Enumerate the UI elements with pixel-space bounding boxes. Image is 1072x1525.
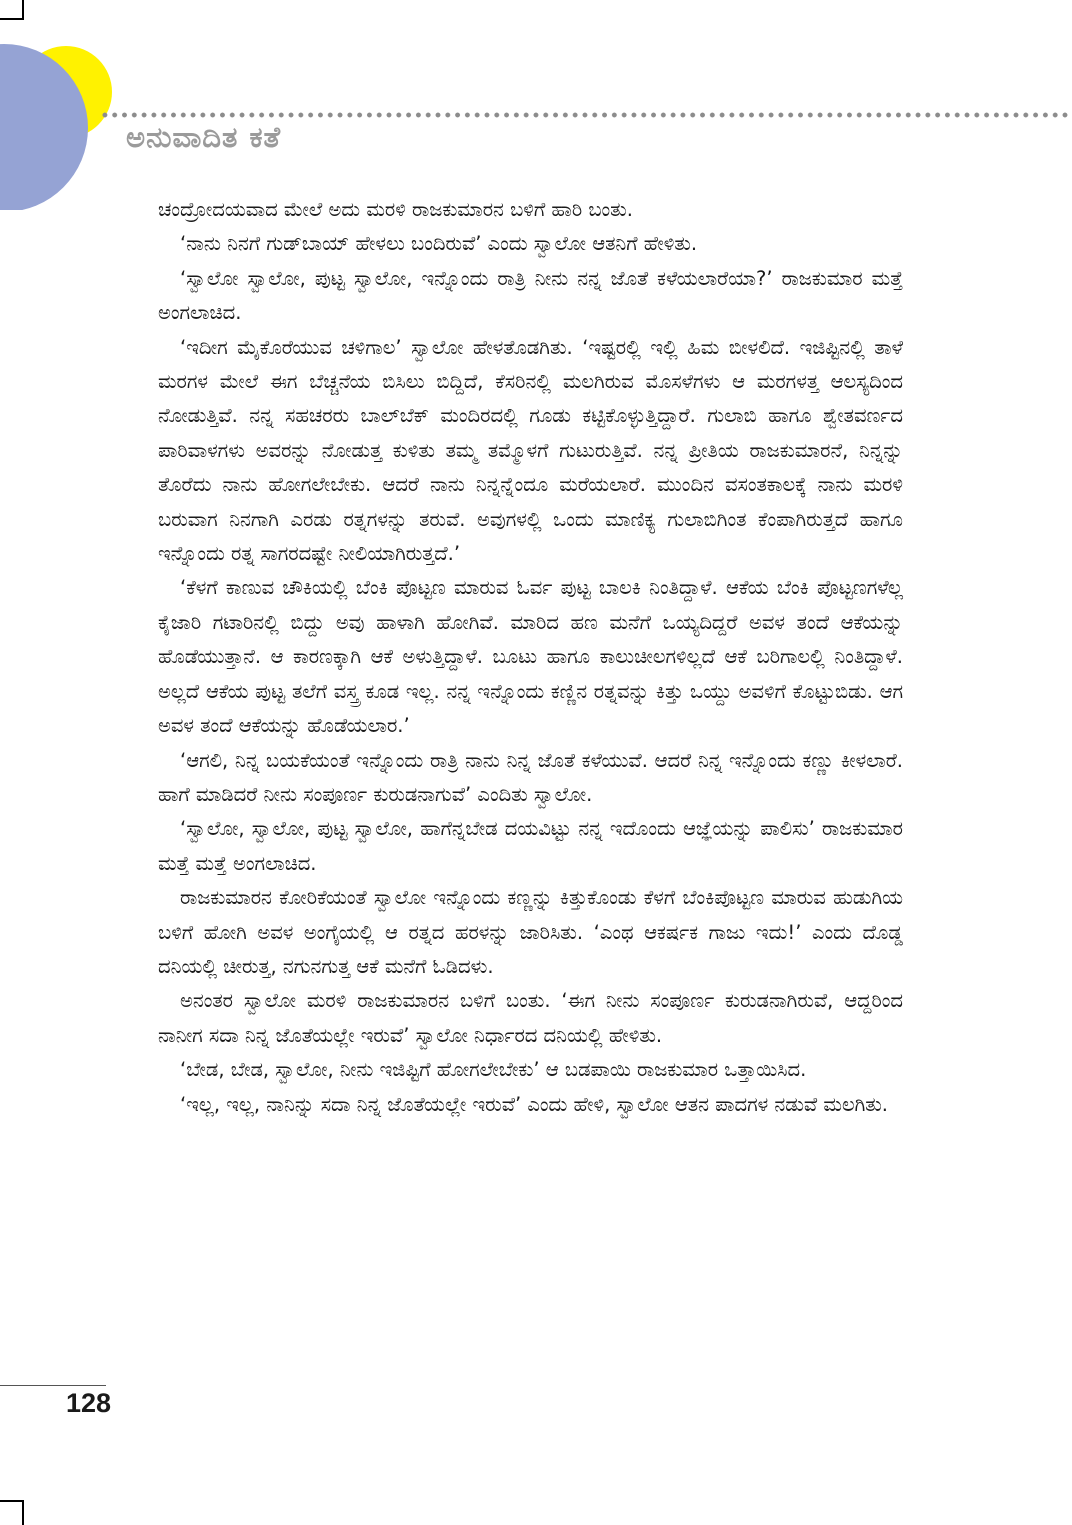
page-number: 128 bbox=[66, 1388, 112, 1418]
paragraph: ರಾಜಕುಮಾರನ ಕೋರಿಕೆಯಂತೆ ಸ್ವಾಲೋ ಇನ್ನೊಂದು ಕಣ್ಣನ್ನು ಕಿತ್ತುಕೊಂಡು ಕೆಳಗೆ ಬೆಂಕಿಪೊಟ್ಟಣ ಮಾರುವ ಹುಡುಗಿಯ ಬಳಿಗೆ ಹೋಗಿ ಅವಳ ಅಂಗೈಯಲ್ಲಿ ಆ ರತ್ನದ ಹರಳನ್ನು ಜಾರಿಸಿತು. ‘ಎಂಥ ಆಕರ್ಷಕ ಗಾಜು ಇದು!’ ಎಂದು ದೊಡ್ಡ ದನಿಯಲ್ಲಿ ಚೀರುತ್ತ, ನಗುನಗುತ್ತ ಆಕೆ ಮನೆಗೆ ಓಡಿದಳು. bbox=[158, 886, 903, 978]
paragraph: ‘ಬೇಡ, ಬೇಡ, ಸ್ವಾಲೋ, ನೀನು ಇಜಿಪ್ಟಿಗೆ ಹೋಗಲೇಬೇಕು’ ಆ ಬಡಪಾಯಿ ರಾಜಕುಮಾರ ಒತ್ತಾಯಿಸಿದ. bbox=[180, 1058, 807, 1082]
paragraph: ‘ಇದೀಗ ಮೈಕೊರೆಯುವ ಚಳಿಗಾಲ’ ಸ್ವಾಲೋ ಹೇಳತೊಡಗಿತು. ‘ಇಷ್ಟರಲ್ಲಿ ಇಲ್ಲಿ ಹಿಮ ಬೀಳಲಿದೆ. ಇಜಿಪ್ಟಿನಲ್ಲಿ ತಾಳೆ ಮರಗಳ ಮೇಲೆ ಈಗ ಬೆಚ್ಚನೆಯ ಬಿಸಿಲು ಬಿದ್ದಿದೆ, ಕೆಸರಿನಲ್ಲಿ ಮಲಗಿರುವ ಮೊಸಳೆಗಳು ಆ ಮರಗಳತ್ತ ಆಲಸ್ಯದಿಂದ ನೋಡುತ್ತಿವೆ. ನನ್ನ ಸಹಚರರು ಬಾಲ್‌ಬೆಕ್ ಮಂದಿರದಲ್ಲಿ ಗೂಡು ಕಟ್ಟಿಕೊಳ್ಳುತ್ತಿದ್ದಾರೆ. ಗುಲಾಬಿ ಹಾಗೂ ಶ್ವೇತವರ್ಣದ ಪಾರಿವಾಳಗಳು ಅವರನ್ನು ನೋಡುತ್ತ ಕುಳಿತು ತಮ್ಮ ತಮ್ಮೊಳಗೆ ಗುಟುರುತ್ತಿವೆ. ನನ್ನ ಪ್ರೀತಿಯ ರಾಜಕುಮಾರನೆ, ನಿನ್ನನ್ನು ತೊರೆದು ನಾನು ಹೋಗಲೇಬೇಕು. ಆದರೆ ನಾನು ನಿನ್ನನ್ನೆಂದೂ ಮರೆಯಲಾರೆ. ಮುಂದಿನ ವಸಂತಕಾಲಕ್ಕೆ ನಾನು ಮರಳಿ ಬರುವಾಗ ನಿನಗಾಗಿ ಎರಡು ರತ್ನಗಳನ್ನು ತರುವೆ. ಅವುಗಳಲ್ಲಿ ಒಂದು ಮಾಣಿಕ್ಯ ಗುಲಾಬಿಗಿಂತ ಕೆಂಪಾಗಿರುತ್ತದೆ ಹಾಗೂ ಇನ್ನೊಂದು ರತ್ನ ಸಾಗರದಷ್ಟೇ ನೀಲಿಯಾಗಿರುತ್ತದೆ.’ bbox=[158, 335, 903, 566]
paragraph: ‘ಕೆಳಗೆ ಕಾಣುವ ಚೌಕಿಯಲ್ಲಿ ಬೆಂಕಿ ಪೊಟ್ಟಣ ಮಾರುವ ಓರ್ವ ಪುಟ್ಟ ಬಾಲಕಿ ನಿಂತಿದ್ದಾಳೆ. ಆಕೆಯ ಬೆಂಕಿ ಪೊಟ್ಟಣಗಳೆಲ್ಲ ಕೈಜಾರಿ ಗಟಾರಿನಲ್ಲಿ ಬಿದ್ದು ಅವು ಹಾಳಾಗಿ ಹೋಗಿವೆ. ಮಾರಿದ ಹಣ ಮನೆಗೆ ಒಯ್ಯದಿದ್ದರೆ ಅವಳ ತಂದೆ ಆಕೆಯನ್ನು ಹೊಡೆಯುತ್ತಾನೆ. ಆ ಕಾರಣಕ್ಕಾಗಿ ಆಕೆ ಅಳುತ್ತಿದ್ದಾಳೆ. ಬೂಟು ಹಾಗೂ ಕಾಲುಚೀಲಗಳಿಲ್ಲದೆ ಆಕೆ ಬರಿಗಾಲಲ್ಲಿ ನಿಂತಿದ್ದಾಳೆ. ಅಲ್ಲದೆ ಆಕೆಯ ಪುಟ್ಟ ತಲೆಗೆ ವಸ್ತ್ರ ಕೂಡ ಇಲ್ಲ. ನನ್ನ ಇನ್ನೊಂದು ಕಣ್ಣಿನ ರತ್ನವನ್ನು ಕಿತ್ತು ಒಯ್ದು ಅವಳಿಗೆ ಕೊಟ್ಟುಬಿಡು. ಆಗ ಅವಳ ತಂದೆ ಆಕೆಯನ್ನು ಹೊಡೆಯಲಾರ.’ bbox=[158, 576, 903, 738]
paragraph: ‘ನಾನು ನಿನಗೆ ಗುಡ್‌ಬಾಯ್ ಹೇಳಲು ಬಂದಿರುವೆ’ ಎಂದು ಸ್ವಾಲೋ ಆತನಿಗೆ ಹೇಳಿತು. bbox=[180, 232, 698, 256]
crop-mark-bottom-vertical bbox=[22, 1500, 24, 1525]
section-title: ಅನುವಾದಿತ ಕತೆ bbox=[126, 120, 282, 154]
paragraph: ‘ಸ್ವಾಲೋ, ಸ್ವಾಲೋ, ಪುಟ್ಟ ಸ್ವಾಲೋ, ಹಾಗೆನ್ನಬೇಡ ದಯವಿಟ್ಟು ನನ್ನ ಇದೊಂದು ಆಜ್ಞೆಯನ್ನು ಪಾಲಿಸು’ ರಾಜಕುಮಾರ ಮತ್ತೆ ಮತ್ತೆ ಅಂಗಲಾಚಿದ. bbox=[158, 817, 903, 875]
footer-rule bbox=[0, 1385, 106, 1386]
crop-mark-bottom-horizontal bbox=[0, 1500, 24, 1502]
paragraph: ಅನಂತರ ಸ್ವಾಲೋ ಮರಳಿ ರಾಜಕುಮಾರನ ಬಳಿಗೆ ಬಂತು. ‘ಈಗ ನೀನು ಸಂಪೂರ್ಣ ಕುರುಡನಾಗಿರುವೆ, ಆದ್ದರಿಂದ ನಾನೀಗ ಸದಾ ನಿನ್ನ ಜೊತೆಯಲ್ಲೇ ಇರುವೆ’ ಸ್ವಾಲೋ ನಿರ್ಧಾರದ ದನಿಯಲ್ಲಿ ಹೇಳಿತು. bbox=[158, 989, 903, 1047]
decorative-circles bbox=[0, 0, 130, 210]
story-text bbox=[158, 193, 903, 1122]
paragraph: ‘ಆಗಲಿ, ನಿನ್ನ ಬಯಕೆಯಂತೆ ಇನ್ನೊಂದು ರಾತ್ರಿ ನಾನು ನಿನ್ನ ಜೊತೆ ಕಳೆಯುವೆ. ಆದರೆ ನಿನ್ನ ಇನ್ನೊಂದು ಕಣ್ಣು ಕೀಳಲಾರೆ. ಹಾಗೆ ಮಾಡಿದರೆ ನೀನು ಸಂಪೂರ್ಣ ಕುರುಡನಾಗುವೆ’ ಎಂದಿತು ಸ್ವಾಲೋ. bbox=[158, 748, 903, 806]
paragraph: ‘ಸ್ವಾಲೋ ಸ್ವಾಲೋ, ಪುಟ್ಟ ಸ್ವಾಲೋ, ಇನ್ನೊಂದು ರಾತ್ರಿ ನೀನು ನನ್ನ ಜೊತೆ ಕಳೆಯಲಾರೆಯಾ?’ ರಾಜಕುಮಾರ ಮತ್ತೆ ಅಂಗಲಾಚಿದ. bbox=[158, 266, 903, 325]
paragraph: ಚಂದ್ರೋದಯವಾದ ಮೇಲೆ ಅದು ಮರಳಿ ರಾಜಕುಮಾರನ ಬಳಿಗೆ ಹಾರಿ ಬಂತು. bbox=[158, 198, 633, 221]
header-dotted-rule bbox=[100, 112, 1072, 118]
paragraph: ‘ಇಲ್ಲ, ಇಲ್ಲ, ನಾನಿನ್ನು ಸದಾ ನಿನ್ನ ಜೊತೆಯಲ್ಲೇ ಇರುವೆ’ ಎಂದು ಹೇಳಿ, ಸ್ವಾಲೋ ಆತನ ಪಾದಗಳ ನಡುವೆ ಮಲಗಿತು. bbox=[180, 1092, 888, 1116]
